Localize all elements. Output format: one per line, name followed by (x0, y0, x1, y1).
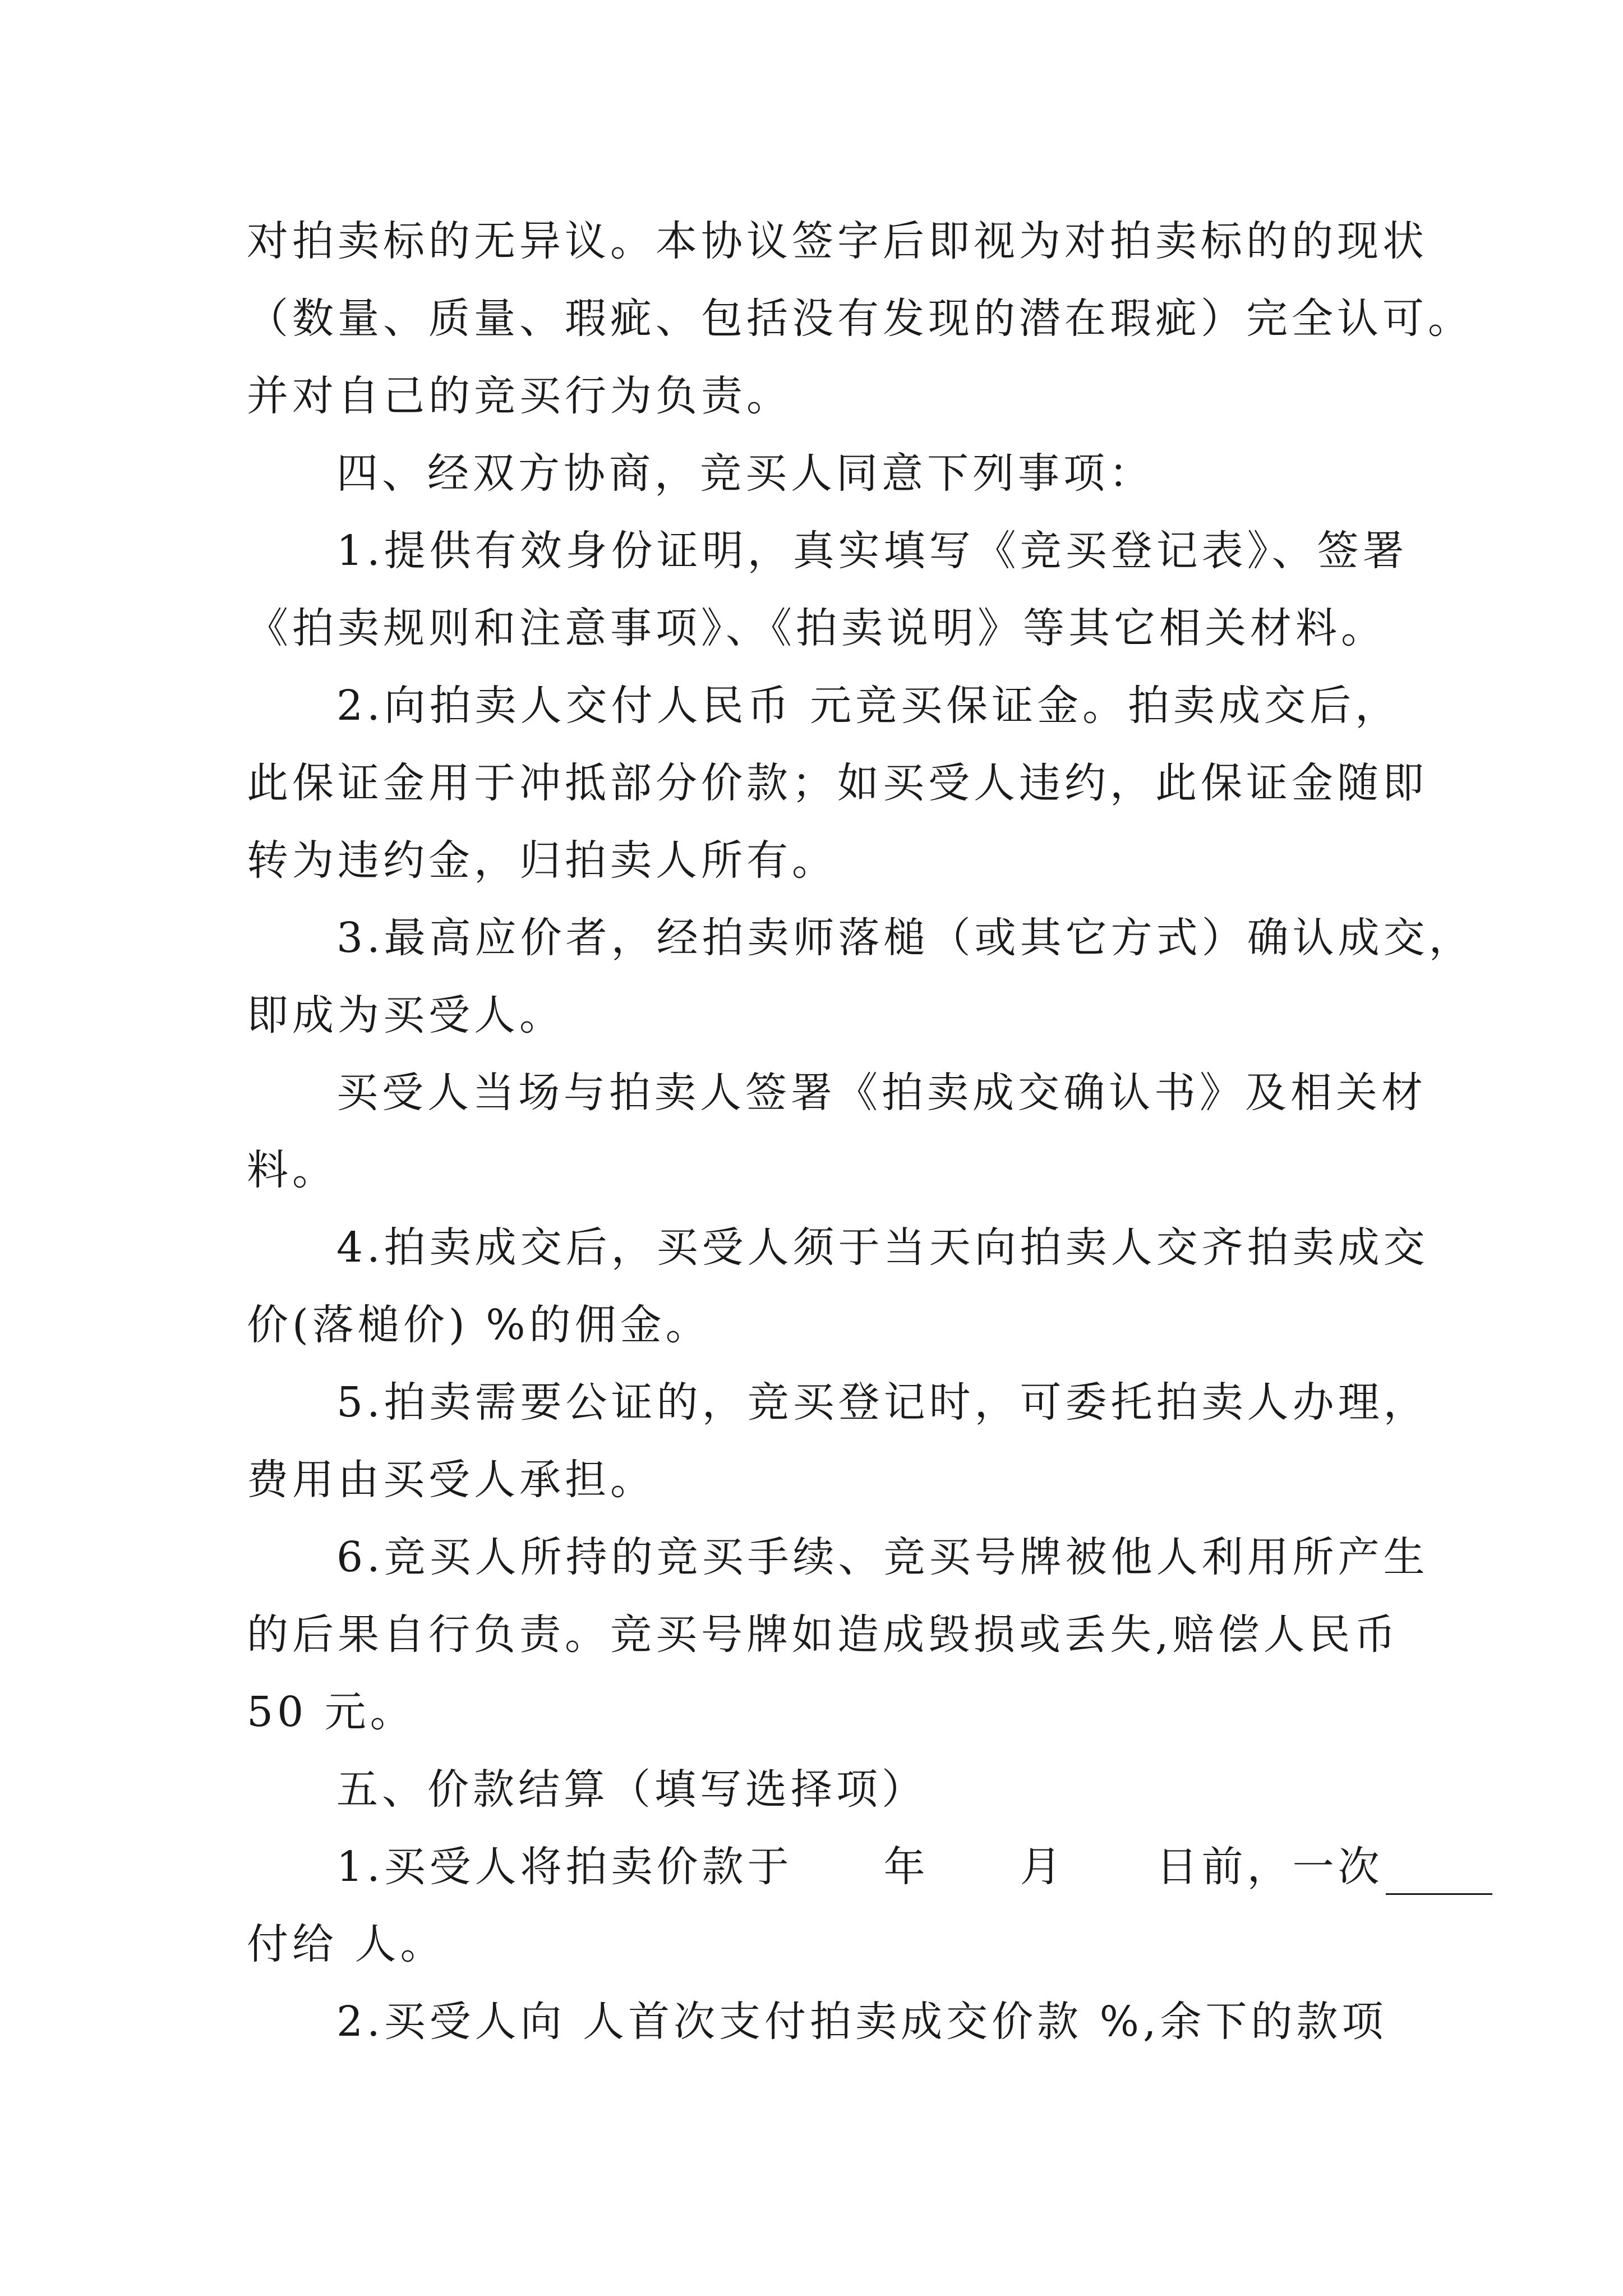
text-line: 对拍卖标的无异议。本协议签字后即视为对拍卖标的的现状 (247, 217, 1428, 265)
section-heading: 四、经双方协商，竞买人同意下列事项： (336, 449, 1154, 498)
text-line: 《拍卖规则和注意事项》、《拍卖说明》等其它相关材料。 (247, 604, 1386, 652)
text-line: 的后果自行负责。竞买号牌如造成毁损或丢失,赔偿人民币 (247, 1611, 1400, 1659)
text-line: 50 元。 (247, 1688, 416, 1736)
text-line: 料。 (247, 1146, 338, 1194)
text-line: 4.拍卖成交后，买受人须于当天向拍卖人交齐拍卖成交 (336, 1223, 1429, 1272)
text-line: 6.竞买人所持的竞买手续、竞买号牌被他人利用所产生 (336, 1533, 1429, 1581)
text-line: 费用由买受人承担。 (247, 1456, 656, 1504)
fill-in-blank (1386, 1854, 1492, 1895)
text-line: 付给 人。 (247, 1920, 446, 1968)
section-heading: 五、价款结算（填写选择项） (336, 1765, 927, 1814)
text-line: （数量、质量、瑕疵、包括没有发现的潜在瑕疵）完全认可。 (247, 295, 1473, 343)
text-line: 2.向拍卖人交付人民币 元竞买保证金。拍卖成交后， (336, 682, 1401, 730)
text-line: 转为违约金，归拍卖人所有。 (247, 836, 837, 885)
text-line: 1.提供有效身份证明，真实填写《竞买登记表》、签署 (336, 527, 1408, 575)
text-line: 5.拍卖需要公证的，竞买登记时，可委托拍卖人办理， (336, 1378, 1429, 1427)
text-line-with-blank (336, 1839, 1492, 1895)
text-line: 即成为买受人。 (247, 991, 565, 1039)
text-line: 3.最高应价者，经拍卖师落槌（或其它方式）确认成交， (336, 914, 1474, 962)
text-line: 并对自己的竞买行为负责。 (247, 372, 792, 420)
text-line: 1.买受人将拍卖价款于 年 月 日前，一次 (336, 1843, 1384, 1891)
text-line: 2.买受人向 人首次支付拍卖成交价款 %,余下的款项 (336, 1998, 1387, 2046)
text-line: 此保证金用于冲抵部分价款；如买受人违约，此保证金随即 (247, 759, 1428, 807)
text-line: 价(落槌价) %的佣金。 (247, 1301, 711, 1349)
text-line: 买受人当场与拍卖人签署《拍卖成交确认书》及相关材 (336, 1069, 1427, 1117)
